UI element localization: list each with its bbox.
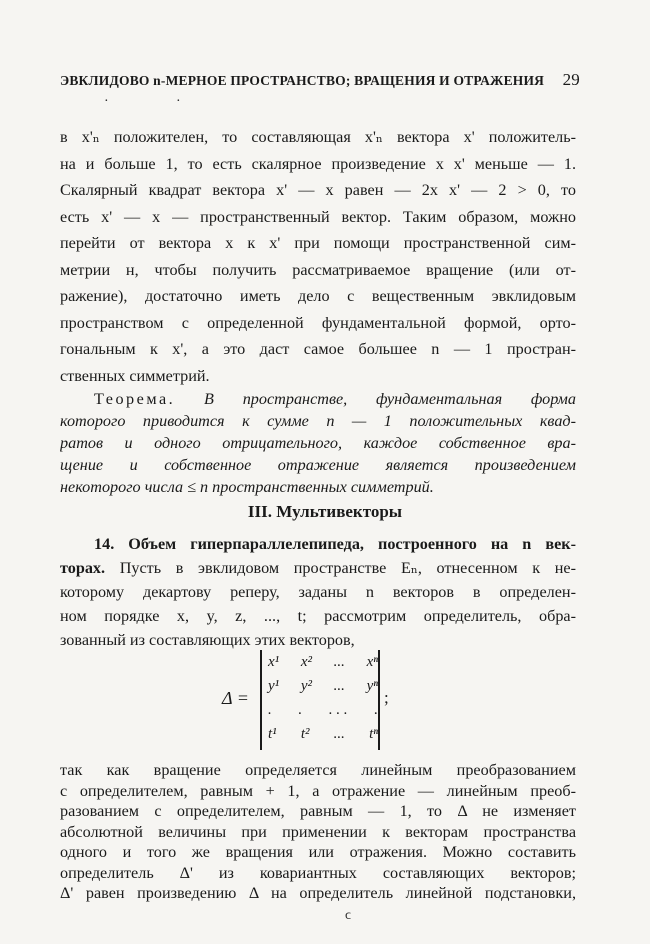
matrix-cell: y² (300, 678, 312, 694)
text-line: Δ' равен произведению Δ на определитель линейной подстановки, (60, 884, 576, 902)
matrix-cell: ... (333, 726, 345, 742)
text-line: в x'ₙ положителен, то составляющая x'ₙ вектора x' положитель- (60, 128, 576, 146)
text-line: на и больше 1, то есть скалярное произведение x x' меньше — 1. (60, 154, 576, 173)
text-line: метрии н, чтобы получить рассматриваемое вращение (или от- (60, 260, 576, 279)
matrix-cell: ... (333, 654, 345, 670)
matrix-row (268, 702, 378, 719)
determinant-semicolon: ; (384, 688, 389, 707)
theorem-line: некоторого числа ≤ n пространственных симметрий. (60, 478, 434, 496)
text-line: перейти от вектора x к x' при помощи пространственной сим- (60, 234, 576, 252)
matrix-cell: ... (333, 678, 345, 694)
determinant-left-bar (260, 650, 262, 750)
matrix-row (268, 654, 378, 671)
matrix-cell: . (268, 702, 272, 718)
matrix-cell: t¹ (268, 726, 277, 742)
theorem-line: щение и собственное отражение является произведением (60, 456, 576, 474)
page-number: 29 (562, 70, 580, 89)
matrix-row (268, 726, 378, 743)
theorem-label: Теорема. (94, 390, 176, 408)
running-header (60, 70, 580, 90)
text-line: гональным к x', а это даст самое большее n — 1 простран- (60, 340, 576, 358)
header-title: ЭВКЛИДОВО n-МЕРНОЕ ПРОСТРАНСТВО; ВРАЩЕНИЯ И ОТРАЖЕНИЯ (60, 73, 545, 88)
text-line: есть x' — x — пространственный вектор. Таким образом, можно (60, 207, 576, 226)
text-line: ражение), достаточно иметь дело с вещественным эвклидовым (60, 287, 576, 305)
text-line: так как вращение определяется линейным преобразованием (60, 761, 576, 779)
print-speck: · (176, 94, 181, 109)
matrix-cell: x² (300, 654, 312, 670)
matrix-cell: . (298, 702, 303, 718)
print-speck: · (104, 94, 109, 109)
determinant-symbol: Δ = (222, 688, 249, 708)
text-line: пространством с определенной фундаментальной формой, орто- (60, 313, 576, 332)
text-line: разованием с определителем, равным — 1, то Δ не изменяет (60, 802, 576, 820)
theorem-line: ратов и одного отрицательного, каждое собственное вра- (60, 434, 576, 452)
text-line: одного и того же вращения или отражения. Можно составить (60, 843, 576, 861)
text-line: которому декартову реперу, заданы n векторов в определен- (60, 583, 576, 601)
matrix-cell: . (374, 702, 378, 718)
paragraph-3 (60, 760, 576, 904)
matrix-cell: . . . (328, 702, 348, 718)
paragraph-2 (60, 532, 576, 652)
theorem-line: которого приводится к сумме n — 1 положительных квад- (60, 412, 576, 430)
determinant (222, 650, 422, 750)
text-line: Скалярный квадрат вектора x' — x равен — 2x x' — 2 > 0, то (60, 181, 576, 199)
text-line: Пусть в эвклидовом пространстве Eₙ, отнесенном к не- (119, 559, 576, 577)
text-line: абсолютной величины при применении к векторам пространства (60, 822, 576, 841)
text-line: ном порядке x, y, z, ..., t; рассмотрим определитель, обра- (60, 607, 576, 625)
matrix-cell: y¹ (268, 678, 280, 694)
text-line: определитель Δ' из ковариантных составляющих векторов; (60, 863, 576, 882)
text-line: зованный из составляющих этих векторов, (60, 631, 355, 649)
section-heading: III. Мультивекторы (247, 502, 403, 521)
article-heading-end: торах. (60, 559, 106, 577)
text-line: с определителем, равным + 1, а отражение — линейным преоб- (60, 781, 576, 800)
matrix-cell: xⁿ (366, 654, 378, 670)
article-heading: 14. Объем гиперпараллелепипеда, построенного на n век- (94, 535, 576, 553)
determinant-right-bar (378, 650, 380, 750)
matrix-cell: t² (300, 726, 310, 742)
matrix-cell: x¹ (268, 654, 280, 670)
matrix-cell: yⁿ (366, 678, 378, 694)
theorem-block (60, 388, 576, 498)
matrix-cell: tⁿ (369, 726, 378, 742)
matrix-row (268, 678, 378, 695)
text-line: ственных симметрий. (60, 366, 210, 385)
theorem-line: В пространстве, фундаментальная форма (204, 390, 576, 408)
footer-mark: ϲ (345, 908, 352, 923)
paragraph-1 (60, 124, 576, 389)
